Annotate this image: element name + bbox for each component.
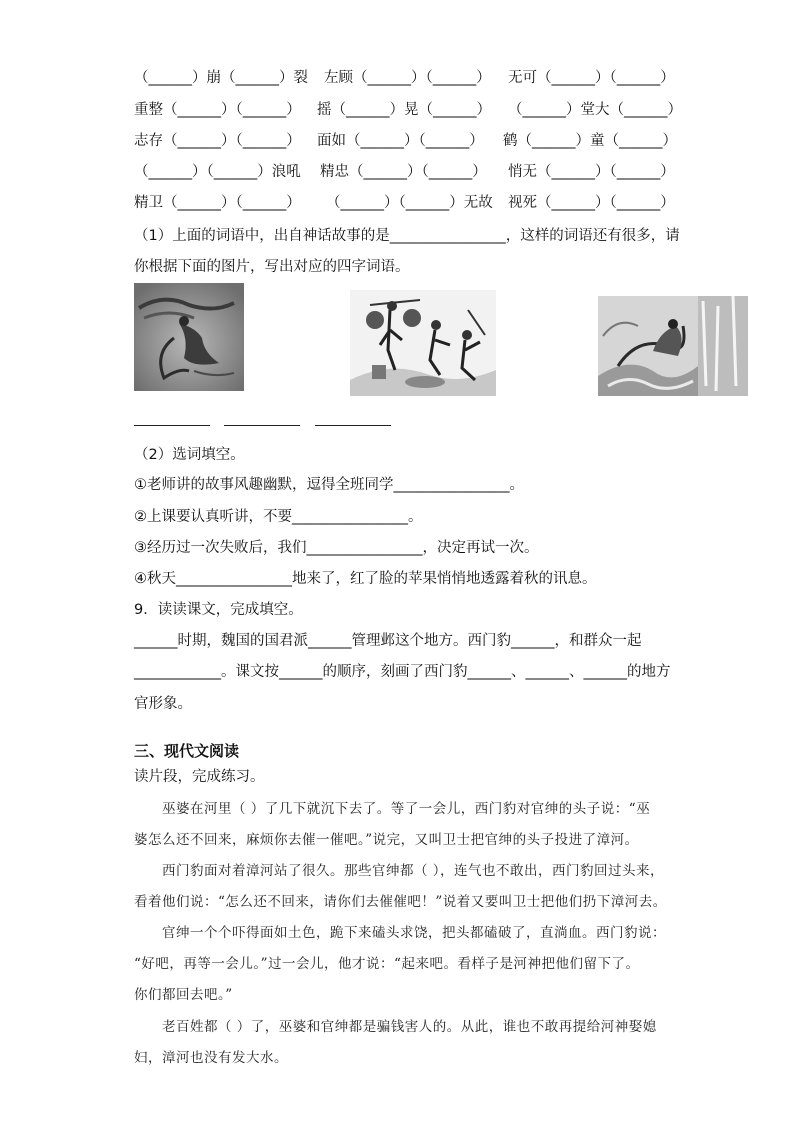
word-cell: 志存（______）（______） [134,133,301,149]
word-cell: （______）（______）浪吼 [134,164,301,180]
word-cell: 左顾（______）（______） [324,70,491,86]
question-2-item: ③经历过一次失败后，我们________________，决定再试一次。 [134,540,539,556]
answer-line-picture-2[interactable] [224,425,300,426]
question-2-item: ④秋天________________地来了，红了脸的苹果悄悄地透露着秋的讯息。 [134,571,597,587]
word-cell: 悄无（______）（______） [508,164,675,180]
answer-line-picture-1[interactable] [134,425,210,426]
passage-line: 看着他们说：“怎么还不回来，请你们去催催吧！”说着又要叫卫士把他们扔下漳河去。 [134,894,667,910]
word-cell: 精忠（______）（______） [320,164,487,180]
picture-change-flying-to-moon [134,283,244,391]
word-cell: （______）崩（______）裂 [134,70,308,86]
passage-line: 西门豹面对着漳河站了很久。那些官绅都（ ），连气也不敢出，西门豹回过头来， [162,863,665,879]
passage-line: 巫婆在河里（ ）了几下就沉下去了。等了一会儿，西门豹对官绅的头子说：“巫 [162,801,651,817]
word-cell: 摇（______）晃（______） [317,102,491,118]
passage-line: “好吧，再等一会儿。”过一会儿，他才说：“起来吧。看样子是河神把他们留下了。 [134,956,640,972]
question-1-line-1: （1）上面的词语中，出自神话故事的是________________，这样的词语还有很多，请 [134,228,680,244]
passage-line: 婆怎么还不回来，麻烦你去催一催吧。”说完，又叫卫士把官绅的头子投进了漳河。 [134,832,639,848]
question-9-line-3: 官形象。 [134,696,192,712]
passage-line: 老百姓都（ ）了，巫婆和官绅都是骗钱害人的。从此，谁也不敢再提给河神娶媳 [162,1019,657,1035]
question-9-line-2: ____________。课文按______的顺序，刻画了西门豹______、______、______的地方 [134,664,671,680]
question-2-item: ①老师讲的故事风趣幽默，逗得全班同学________________。 [134,477,524,493]
answer-line-picture-3[interactable] [315,425,391,426]
passage-line: 妇，漳河也没有发大水。 [134,1050,288,1066]
question-2-item: ②上课要认真听讲，不要________________。 [134,509,423,525]
passage-line: 你们都回去吧。” [134,987,233,1003]
picture-yugong-moving-mountains [350,290,496,396]
word-cell: 重整（______）（______） [134,102,301,118]
word-cell: （______）（______）无故 [326,195,493,211]
section-instruction: 读片段，完成练习。 [134,769,265,785]
word-cell: 面如（______）（______） [317,133,484,149]
section-heading: 三、现代文阅读 [134,742,240,760]
passage-line: 官绅一个个吓得面如土色，跪下来磕头求饶，把头都磕破了，直淌血。西门豹说： [162,925,666,941]
word-cell: 精卫（______）（______） [134,195,301,211]
picture-nuwa-mending-sky [598,296,748,396]
word-cell: （______）堂大（______） [508,102,682,118]
question-1-line-2: 你根据下面的图片，写出对应的四字词语。 [134,259,410,275]
question-9-line-1: ______时期，魏国的国君派______管理邺这个地方。西门豹______，和群众一起 [134,633,642,649]
question-2-title: （2）选词填空。 [134,447,245,463]
word-cell: 无可（______）（______） [508,70,675,86]
question-9-title: 9．读读课文，完成填空。 [134,602,303,618]
word-cell: 鹤（______）童（______） [503,133,677,149]
word-cell: 视死（______）（______） [508,195,675,211]
